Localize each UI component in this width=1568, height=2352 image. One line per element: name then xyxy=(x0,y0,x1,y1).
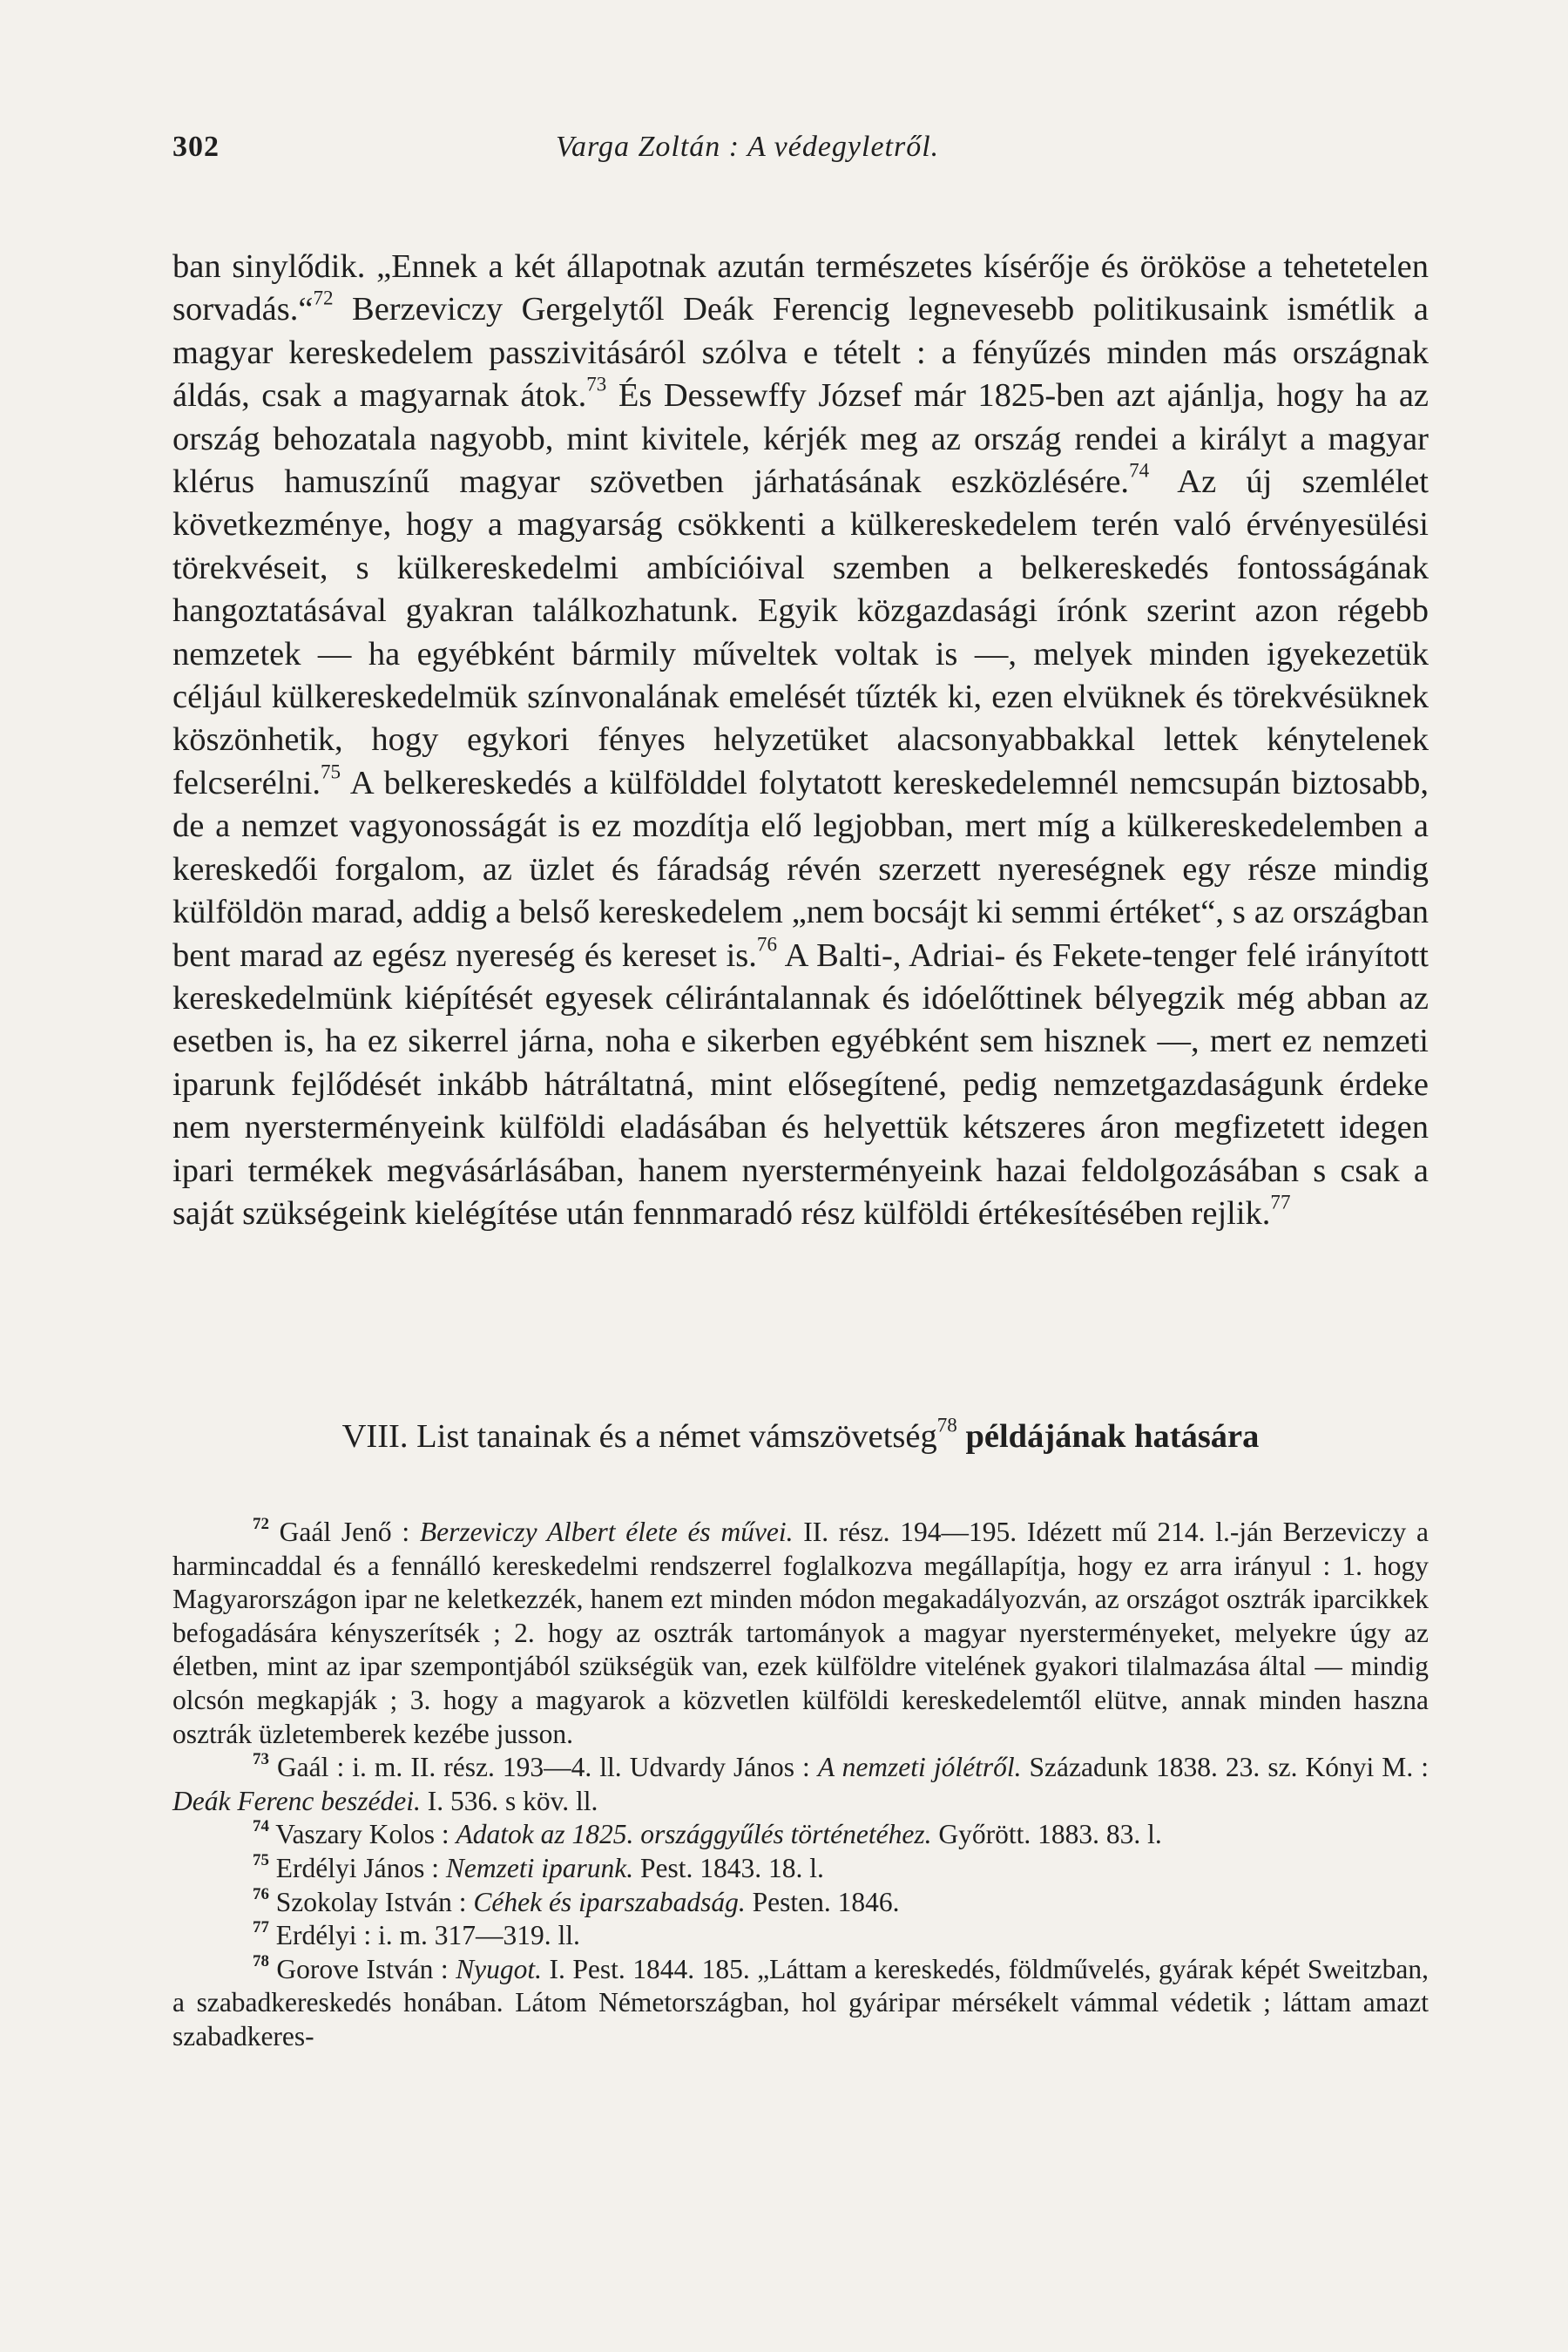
footnote-73 xyxy=(172,1751,1429,1818)
footnote-75 xyxy=(172,1852,1429,1886)
text-segment: És Dessewffy József már 1825-ben azt ajánlja, hogy ha az ország behozatala nagyobb, mint kivitele, kérjék meg az ország rendei a királyt a magyar klérus hamuszínű magyar szövetben járhatásának eszközlésére. xyxy=(172,377,1429,501)
footnote-76 xyxy=(172,1886,1429,1920)
footnote-text: Erdélyi : i. m. 317—319. ll. xyxy=(268,1920,580,1951)
footnote-number: 73 xyxy=(253,1749,269,1768)
section-title-part: List tanainak és a német vámszövetség xyxy=(408,1418,937,1455)
footnote-text: Szokolay István : xyxy=(268,1886,474,1917)
footnote-text: Erdélyi János : xyxy=(268,1852,446,1883)
section-title-bold: példájának hatására xyxy=(956,1418,1260,1455)
footnote-78 xyxy=(172,1953,1429,2054)
page-header xyxy=(172,131,1427,174)
footnote-title: Nyugot. xyxy=(456,1953,542,1984)
footnote-74 xyxy=(172,1818,1429,1852)
footnote-ref-73: 73 xyxy=(586,372,607,395)
section-numeral: VIII. xyxy=(341,1418,409,1455)
footnote-title: Adatok az 1825. országgyűlés történetéhez. xyxy=(456,1819,932,1850)
footnote-ref-75: 75 xyxy=(320,760,341,783)
section-heading xyxy=(172,1413,1429,1458)
main-paragraph xyxy=(172,246,1429,1235)
footnote-ref-76: 76 xyxy=(756,932,777,956)
footnote-title: Céhek és iparszabadság. xyxy=(473,1886,746,1917)
footnote-text: Vaszary Kolos : xyxy=(268,1819,456,1850)
text-segment: Az új szemlélet következménye, hogy a magyarság csökkenti a külkereskedelem terén való érvényesülési törekvéseit, s külkereskedelmi ambícióival szemben a belkereskedés fontosságának hangoztatásával gyakran találkozhatunk. Egyik közgazdasági írónk szerint azon régebb nemzetek — ha egyébként bármily műveltek voltak is —, melyek minden igyekezetük céljául külkereskedelmük színvonalának emelését tűzték ki, ezen elvüknek és törekvésüknek köszönhetik, hogy egykori fényes helyzetüket alacsonyabbakkal lettek kénytelenek felcserélni. xyxy=(172,463,1429,801)
footnote-77 xyxy=(172,1919,1429,1953)
footnote-text: II. rész. 194—195. Idézett mű 214. l.-ján Berzeviczy a harmincaddal és a fennálló kereskedelmi rendszerrel foglalkozva megállapítja, hogy ez arra irányul : 1. hogy Magyarországon ipar ne keletkezzék, hanem ezt minden módon megakadályozván, az országot osztrák iparcikkek befogadására kényszerítsék ; 2. hogy az osztrák tartományok a magyar nyersterményeket, melyekre úgy az életben, mint az ipar szempontjából szükségük van, ezek külföldre vitelének gyakori tilalmazása által — mindig olcsón megkapják ; 3. hogy a magyarok a közvetlen külföldi kereskedelemtől elütve, annak minden haszna osztrák üzletemberek kezébe jusson. xyxy=(172,1517,1429,1749)
footnote-text: Gaál Jenő : xyxy=(268,1517,420,1547)
footnote-number: 77 xyxy=(253,1917,269,1936)
footnote-title: A nemzeti jólétről. xyxy=(817,1752,1022,1783)
footnote-text: Gorove István : xyxy=(268,1953,456,1984)
footnote-title: Nemzeti iparunk. xyxy=(445,1852,634,1883)
text-segment: Berzeviczy Gergelytől Deák Ferencig legnevesebb politikusaink ismétlik a magyar kereskedelem passzivitásáról szólva e tételt : a fényűzés minden más országnak áldás, csak a magyarnak átok. xyxy=(172,291,1429,415)
footnote-number: 75 xyxy=(253,1850,269,1869)
text-segment: A belkereskedés a külfölddel folytatott kereskedelemnél nemcsupán biztosabb, de a nemzet vagyonosságát is ez mozdítja elő legjobban, mert míg a külkereskedelemben a kereskedői forgalom, az üzlet és fáradság révén szerzett nyereségnek egy része mindig külföldön marad, addig a belső kereskedelem „nem bocsájt ki semmi értéket“, s az országban bent marad az egész nyereség és kereset is. xyxy=(172,764,1429,974)
footnote-text: I. Pest. 1844. 185. „Láttam a kereskedés, földművelés, gyárak képét Sweitzban, a szabadkereskedés honában. Látom Németországban, hol gyáripar mérsékelt vámmal védetik ; láttam amazt szabadkeres- xyxy=(172,1953,1429,2051)
running-title: Varga Zoltán : A védegyletről. xyxy=(556,131,940,163)
footnotes xyxy=(172,1516,1429,2054)
footnote-text: I. 536. s köv. ll. xyxy=(420,1785,598,1816)
footnote-72 xyxy=(172,1516,1429,1751)
text-segment: A Balti-, Adriai- és Fekete-tenger felé irányított kereskedelmünk kiépítését egyesek célirántalannak és idóelőttinek bélyegzik még abban az esetben is, ha ez sikerrel járna, noha e sikerben egyébként sem hisznek —, mert ez nemzeti iparunk fejlődését inkább hátráltatná, mint elősegítené, pedig nemzetgazdaságunk érdeke nem nyersterményeink külföldi eladásában és helyettük kétszeres áron megfizetett idegen ipari termékek megvásárlásában, hanem nyersterményeink hazai feldolgozásában s csak a saját szükségeink kielégítése után fennmaradó rész külföldi értékesítésében rejlik. xyxy=(172,936,1429,1232)
footnote-text: Győrött. 1883. 83. l. xyxy=(931,1819,1162,1850)
text-segment: ban sinylődik. „Ennek a két állapotnak azután természetes kísérője és örököse a tehetetelen sorvadás.“ xyxy=(172,248,1429,328)
footnote-title: Berzeviczy Albert élete és művei. xyxy=(419,1517,794,1547)
page-number: 302 xyxy=(172,131,220,163)
footnote-ref-77: 77 xyxy=(1270,1190,1291,1213)
footnote-text: Gaál : i. m. II. rész. 193—4. ll. Udvardy János : xyxy=(268,1752,818,1783)
footnote-text: Századunk 1838. 23. sz. Kónyi M. : xyxy=(1021,1752,1429,1783)
footnote-title: Deák Ferenc beszédei. xyxy=(172,1785,421,1816)
footnote-number: 72 xyxy=(253,1514,269,1533)
footnote-ref-78: 78 xyxy=(936,1413,957,1436)
footnote-ref-72: 72 xyxy=(313,287,334,310)
footnote-text: Pesten. 1846. xyxy=(745,1886,900,1917)
main-text xyxy=(172,246,1429,1235)
footnote-number: 78 xyxy=(253,1951,269,1970)
footnote-number: 76 xyxy=(253,1884,269,1903)
footnote-number: 74 xyxy=(253,1817,269,1836)
footnote-ref-74: 74 xyxy=(1129,458,1150,482)
footnote-text: Pest. 1843. 18. l. xyxy=(633,1852,824,1883)
